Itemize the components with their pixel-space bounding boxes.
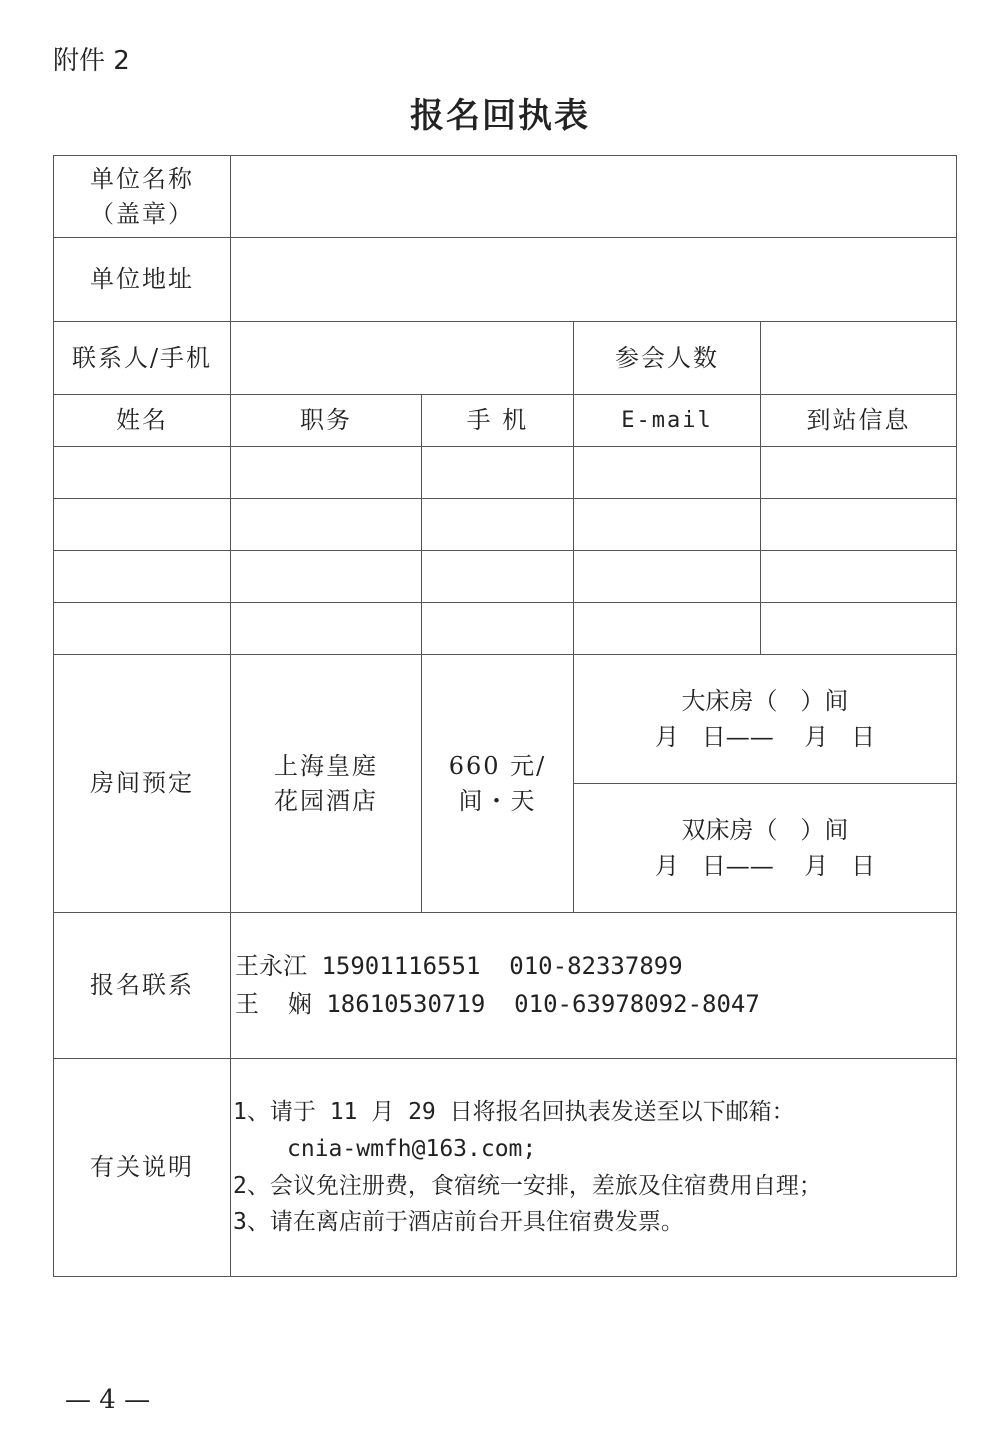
note-email: cnia-wmfh@163.com;: [287, 1135, 537, 1162]
registration-contact-info: [231, 913, 957, 1059]
unit-name-input[interactable]: [231, 156, 957, 238]
unit-name-label: 单位名称 （盖章）: [54, 156, 231, 238]
attendee-row: [54, 603, 957, 655]
attendee-arrival-cell[interactable]: [761, 603, 957, 655]
contact-phone-input[interactable]: [231, 322, 574, 395]
twin-room-dates: 月 日—— 月 日: [654, 852, 876, 880]
king-room-cell[interactable]: [574, 655, 957, 784]
attendee-mobile-cell[interactable]: [422, 551, 574, 603]
room-booking-label: 房间预定: [54, 655, 231, 913]
notes-content: [231, 1059, 957, 1277]
contact-row: [54, 322, 957, 395]
attendee-name-cell[interactable]: [54, 499, 231, 551]
col-header-arrival: 到站信息: [761, 395, 957, 447]
attendee-name-cell[interactable]: [54, 603, 231, 655]
room-booking-row: [54, 655, 957, 784]
attendees-count-label: 参会人数: [574, 322, 761, 395]
attendee-arrival-cell[interactable]: [761, 499, 957, 551]
contact-line: 王 娴 18610530719 010-63978092-8047: [235, 989, 760, 1018]
notes-row: [54, 1059, 957, 1277]
attendee-email-cell[interactable]: [574, 603, 761, 655]
contact-phone-label: 联系人/手机: [54, 322, 231, 395]
registration-contact-row: [54, 913, 957, 1059]
twin-room-cell[interactable]: [574, 784, 957, 913]
attendee-mobile-cell[interactable]: [422, 447, 574, 499]
room-price: 660 元/ 间・天: [422, 655, 574, 913]
registration-form-table: [53, 155, 957, 1277]
attendee-name-cell[interactable]: [54, 447, 231, 499]
hotel-name: 上海皇庭 花园酒店: [231, 655, 422, 913]
contact-line: 王永江 15901116551 010-82337899: [235, 952, 683, 981]
page-number: — 4 —: [65, 1385, 151, 1415]
col-header-email: E-mail: [574, 395, 761, 447]
note-item-3: 3、请在离店前于酒店前台开具住宿费发票。: [233, 1209, 684, 1236]
attendee-position-cell[interactable]: [231, 603, 422, 655]
col-header-name: 姓名: [54, 395, 231, 447]
attendee-header-row: [54, 395, 957, 447]
attendee-email-cell[interactable]: [574, 551, 761, 603]
twin-room-label: 双床房（ ）间: [681, 816, 849, 844]
attendee-email-cell[interactable]: [574, 447, 761, 499]
attendee-mobile-cell[interactable]: [422, 499, 574, 551]
unit-address-label: 单位地址: [54, 238, 231, 322]
unit-address-input[interactable]: [231, 238, 957, 322]
notes-label: 有关说明: [54, 1059, 231, 1277]
note-item-2: 2、会议免注册费，食宿统一安排，差旅及住宿费用自理；: [233, 1172, 822, 1199]
form-title: 报名回执表: [410, 96, 590, 136]
king-room-label: 大床房（ ）间: [681, 687, 849, 715]
attendee-arrival-cell[interactable]: [761, 551, 957, 603]
col-header-position: 职务: [231, 395, 422, 447]
attendee-row: [54, 499, 957, 551]
attendee-position-cell[interactable]: [231, 447, 422, 499]
attachment-label: 附件 2: [53, 46, 130, 76]
attendee-position-cell[interactable]: [231, 499, 422, 551]
attendee-arrival-cell[interactable]: [761, 447, 957, 499]
attendee-name-cell[interactable]: [54, 551, 231, 603]
attendee-position-cell[interactable]: [231, 551, 422, 603]
attendee-row: [54, 551, 957, 603]
note-item-1: 1、请于 11 月 29 日将报名回执表发送至以下邮箱：: [233, 1098, 795, 1125]
attendee-mobile-cell[interactable]: [422, 603, 574, 655]
attendees-count-input[interactable]: [761, 322, 957, 395]
king-room-dates: 月 日—— 月 日: [654, 723, 876, 751]
unit-address-row: [54, 238, 957, 322]
attendee-row: [54, 447, 957, 499]
col-header-mobile: 手 机: [422, 395, 574, 447]
unit-name-row: [54, 156, 957, 238]
registration-contact-label: 报名联系: [54, 913, 231, 1059]
attendee-email-cell[interactable]: [574, 499, 761, 551]
